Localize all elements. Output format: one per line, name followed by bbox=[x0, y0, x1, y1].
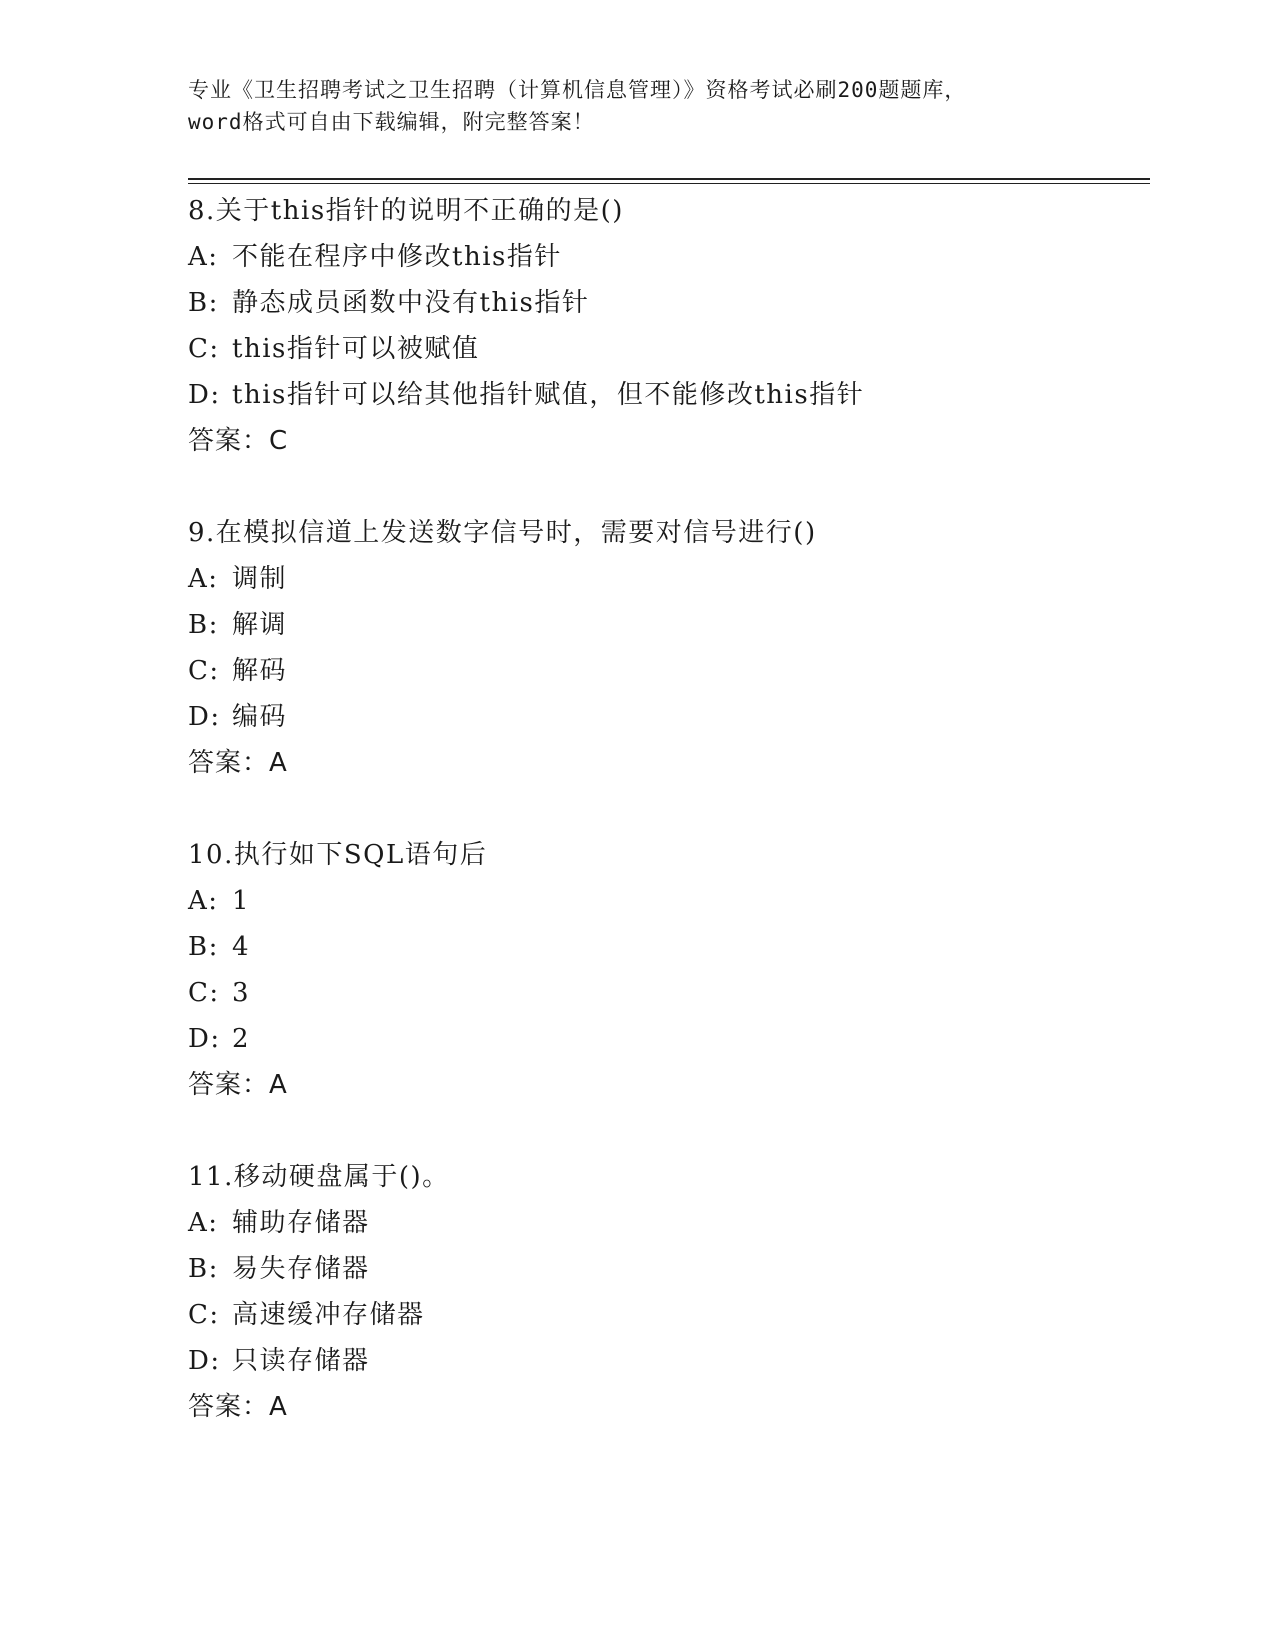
option-b bbox=[188, 1246, 1148, 1292]
option-letter: B: bbox=[188, 610, 219, 640]
option-a bbox=[188, 878, 1148, 924]
option-d bbox=[188, 372, 1148, 418]
option-text: 易失存储器 bbox=[232, 1254, 370, 1284]
option-letter: A: bbox=[188, 242, 219, 272]
question-10 bbox=[188, 832, 1148, 1108]
question-stem: 10.执行如下SQL语句后 bbox=[188, 840, 488, 870]
option-b bbox=[188, 602, 1148, 648]
option-text: 调制 bbox=[232, 564, 288, 594]
option-text: 3 bbox=[232, 978, 251, 1008]
option-letter: C: bbox=[188, 1300, 220, 1330]
header-divider-thick bbox=[188, 178, 1150, 180]
option-b bbox=[188, 280, 1148, 326]
option-c bbox=[188, 648, 1148, 694]
option-letter: D: bbox=[188, 1024, 221, 1054]
question-stem: 11.移动硬盘属于()。 bbox=[188, 1162, 450, 1192]
option-c bbox=[188, 326, 1148, 372]
option-letter: B: bbox=[188, 932, 219, 962]
question-8 bbox=[188, 188, 1148, 464]
answer-line: 答案：A bbox=[188, 1392, 288, 1422]
header-line-2: word格式可自由下载编辑，附完整答案！ bbox=[188, 110, 595, 134]
option-letter: C: bbox=[188, 656, 220, 686]
option-letter: C: bbox=[188, 334, 220, 364]
option-letter: A: bbox=[188, 1208, 219, 1238]
answer-line: 答案：A bbox=[188, 748, 288, 778]
option-letter: D: bbox=[188, 1346, 221, 1376]
question-list bbox=[188, 188, 1148, 1430]
option-d bbox=[188, 1016, 1148, 1062]
option-a bbox=[188, 234, 1148, 280]
option-d bbox=[188, 1338, 1148, 1384]
option-text: 高速缓冲存储器 bbox=[232, 1300, 425, 1330]
option-text: 解码 bbox=[232, 656, 288, 686]
option-text: 4 bbox=[232, 932, 251, 962]
option-c bbox=[188, 970, 1148, 1016]
option-letter: B: bbox=[188, 1254, 219, 1284]
option-text: 编码 bbox=[232, 702, 288, 732]
question-stem: 8.关于this指针的说明不正确的是() bbox=[188, 196, 624, 226]
option-a bbox=[188, 1200, 1148, 1246]
question-9 bbox=[188, 510, 1148, 786]
option-a bbox=[188, 556, 1148, 602]
header-divider-thin bbox=[188, 183, 1150, 184]
option-b bbox=[188, 924, 1148, 970]
option-letter: D: bbox=[188, 380, 221, 410]
option-c bbox=[188, 1292, 1148, 1338]
option-text: 不能在程序中修改this指针 bbox=[232, 242, 562, 272]
option-letter: A: bbox=[188, 564, 219, 594]
option-text: 静态成员函数中没有this指针 bbox=[232, 288, 590, 318]
option-letter: D: bbox=[188, 702, 221, 732]
option-text: this指针可以被赋值 bbox=[232, 334, 480, 364]
option-text: 解调 bbox=[232, 610, 288, 640]
option-text: this指针可以给其他指针赋值，但不能修改this指针 bbox=[232, 380, 865, 410]
option-text: 2 bbox=[232, 1024, 251, 1054]
answer-line: 答案：A bbox=[188, 1070, 288, 1100]
option-text: 辅助存储器 bbox=[232, 1208, 370, 1238]
header-line-1: 专业《卫生招聘考试之卫生招聘（计算机信息管理）》资格考试必刷200题题库， bbox=[188, 78, 967, 102]
option-text: 1 bbox=[232, 886, 251, 916]
option-letter: B: bbox=[188, 288, 219, 318]
option-letter: A: bbox=[188, 886, 219, 916]
option-letter: C: bbox=[188, 978, 220, 1008]
question-stem: 9.在模拟信道上发送数字信号时，需要对信号进行() bbox=[188, 518, 817, 548]
question-11 bbox=[188, 1154, 1148, 1430]
document-header bbox=[188, 74, 1088, 138]
option-text: 只读存储器 bbox=[232, 1346, 370, 1376]
option-d bbox=[188, 694, 1148, 740]
answer-line: 答案：C bbox=[188, 426, 289, 456]
